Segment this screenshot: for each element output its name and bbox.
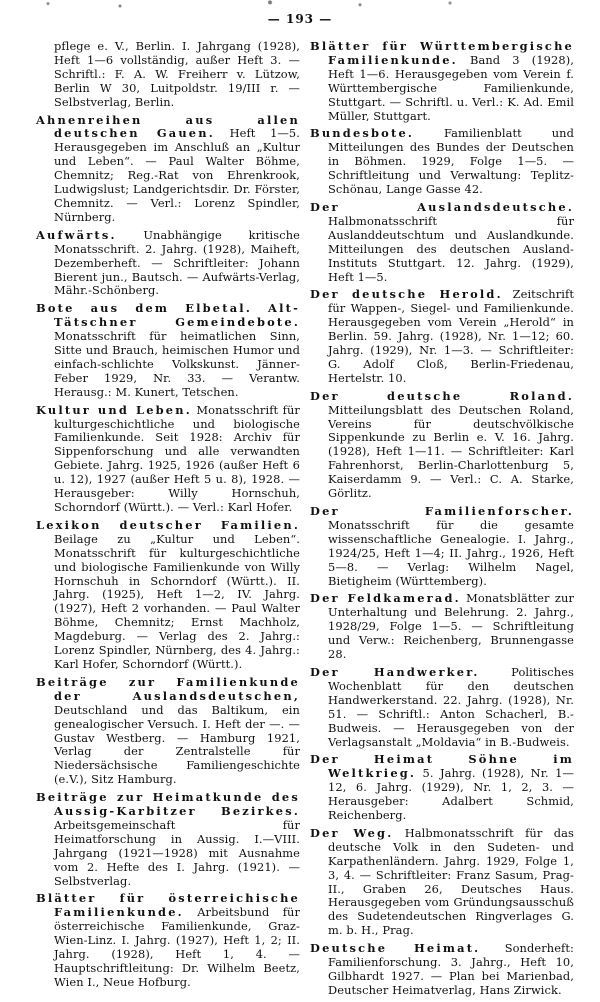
bibliography-entry: Der Heimat Söhne im Weltkrieg. 5. Jahrg. (1928), Nr. 1—12, 6. Jahrg. (1929), Nr. 1, 2, 3. — Herausgeber: Adalbert Schmid, Reichenberg. <box>310 752 574 823</box>
bibliography-entry: Beiträge zur Familienkunde der Auslandsdeutschen, Deutschland und das Baltikum, ein genealogischer Versuch. I. Heft der —. — Gustav Westberg. — Hamburg 1921, Verlag der Zentralstelle für Niedersächsische Familiengeschichte (e.V.), Sitz Hamburg. <box>36 674 300 787</box>
bibliography-entry: Der Weg. Halbmonatsschrift für das deutsche Volk in den Sudeten- und Karpathenländern. Jahrg. 1929, Folge 1, 3, 4. — Schriftleiter: Franz Sasum, Prag-II., Graben 26, Deutsches Haus. Herausgegeben vom Gründungsausschuß des Sudetendeutschen Ringverlages G. m. b. H., Prag. <box>310 825 574 938</box>
bibliography-entry: Blätter für österreichische Familienkunde. Arbeitsbund für österreichische Familienkunde, Graz-Wien-Linz. I. Jahrg. (1927), Heft 1, 2; II. Jahrg. (1928), Heft 1, 4. — Hauptschriftleitung: Dr. Wilhelm Beetz, Wien I., Neue Hofburg. <box>36 891 300 989</box>
entry-headword: Lexikon deutscher Familien. <box>36 517 300 532</box>
entry-headword: Der Auslandsdeutsche. <box>310 199 574 214</box>
bibliography-entry: Blätter für Württembergische Familienkunde. Band 3 (1928), Heft 1—6. Herausgegeben vom Verein f. Württembergische Familienkunde, Stuttgart. — Schriftl. u. Verl.: K. Ad. Emil Müller, Stuttgart. <box>310 39 574 123</box>
entry-headword: Bote aus dem Elbetal. Alt-Tätschner Gemeindebote. <box>36 301 300 330</box>
bibliography-entry: Aufwärts. Unabhängige kritische Monatsschrift. 2. Jahrg. (1928), Maiheft, Dezemberheft. — Schriftleiter: Johann Bierent jun., Bautsch. — Aufwärts-Verlag, Mähr.-Schönberg. <box>36 227 300 298</box>
bibliography-entry: Lexikon deutscher Familien. Beilage zu „Kultur und Leben“. Monatsschrift für kulturgeschichtliche und biologische Familienkunde von Willy Hornschuh in Schorndorf (Württ.). II. Jahrg. (1925), Heft 1—2, IV. Jahrg. (1927), Heft 2 vorhanden. — Paul Walter Böhme, Chemnitz; Ernst Machholz, Magdeburg. — Verlag des 2. Jahrg.: Lorenz Spindler, Nürnberg, des 4. Jahrg.: Karl Hofer, Schorndorf (Württ.). <box>36 517 300 671</box>
page-number: — 193 — <box>267 12 333 26</box>
entry-headword: Der deutsche Herold. <box>310 287 503 302</box>
bibliography-entry: Ahnenreihen aus allen deutschen Gauen. Heft 1—5. Herausgegeben im Anschluß an „Kultur und Leben“. — Paul Walter Böhme, Chemnitz; Reg.-Rat von Ehrenkrook, Ludwigslust; Landgerichtsdir. Dr. Förster, Chemnitz. — Verl.: Lorenz Spindler, Nürnberg. <box>36 112 300 224</box>
entry-headword: Der Familienforscher. <box>310 504 574 518</box>
entry-headword: Blätter für österreichische Familienkunde. <box>36 891 300 920</box>
entry-headword: Blätter für Württembergische Familienkunde. <box>310 39 574 67</box>
entry-headword: Beiträge zur Familienkunde der Auslandsdeutschen, <box>36 674 300 703</box>
bibliography-entry: Beiträge zur Heimatkunde des Aussig-Karbitzer Bezirkes. Arbeitsgemeinschaft für Heimatforschung in Aussig. I.—VIII. Jahrgang (1921—1928) mit Ausnahme vom 2. Hefte des I. Jahrg. (1921). — Selbstverlag. <box>36 790 300 888</box>
bibliography-entry: Der Familienforscher. Monatsschrift für die gesamte wissenschaftliche Genealogie. I. Jahrg., 1924/25, Heft 1—4; II. Jahrg., 1926, Heft 5—8. — Verlag: Wilhelm Nagel, Bietigheim (Württemberg). <box>310 504 574 588</box>
bibliography-entry: Der Handwerker. Politisches Wochenblatt für den deutschen Handwerkerstand. 22. Jahrg. (1928), Nr. 51. — Schriftl.: Anton Schacherl, B.-Budweis. — Herausgegeben von der Verlagsanstalt „Moldavia“ in B.-Budweis. <box>310 664 574 749</box>
entry-headword: Deutsche Heimat. <box>310 941 481 956</box>
bibliography-entry: Bundesbote. Familienblatt und Mitteilungen des Bundes der Deutschen in Böhmen. 1929, Folge 1—5. — Schriftleitung und Verwaltung: Teplitz-Schönau, Lange Gasse 42. <box>310 126 574 197</box>
entry-headword: Aufwärts. <box>36 227 117 242</box>
entry-headword: Bundesbote. <box>310 126 415 141</box>
bibliography-entry: Kultur und Leben. Monatsschrift für kulturgeschichtliche und biologische Familienkunde. Seit 1928: Archiv für Sippenforschung und alle verwandten Gebiete. Jahrg. 1925, 1926 (außer Heft 6 u. 12), 1927 (außer Heft 5 u. 8), 1928. — Herausgeber: Willy Hornschuh, Schorndorf (Württ.). — Verl.: Karl Hofer. <box>36 402 300 514</box>
entry-headword: Ahnenreihen aus allen deutschen Gauen. <box>36 112 300 141</box>
entry-headword: Der Heimat Söhne im Weltkrieg. <box>310 752 574 781</box>
bibliography-entry: Der Feldkamerad. Monatsblätter zur Unterhaltung und Belehrung. 2. Jahrg., 1928/29, Folge 1—5. — Schriftleitung und Verw.: Reichenberg, Brunnengasse 28. <box>310 591 574 662</box>
bibliography-entry: pflege e. V., Berlin. I. Jahrgang (1928), Heft 1—6 vollständig, außer Heft 3. — Schriftl.: F. A. W. Freiherr v. Lützow, Berlin W 30, Luitpoldstr. 19/III r. — Selbstverlag, Berlin. <box>54 39 300 109</box>
bibliography-entry: Der Auslandsdeutsche. Halbmonatsschrift für Auslanddeutschtum und Auslandkunde. Mitteilungen des deutschen Ausland-Instituts Stuttgart. 12. Jahrg. (1929), Heft 1—5. <box>310 199 574 284</box>
entry-headword: Der Weg. <box>310 825 394 840</box>
bibliography-entry: Deutsche Heimat. Sonderheft: Familienforschung. 3. Jahrg., Heft 10, Gilbhardt 1927. — Plan bei Marienbad, Deutscher Heimatverlag, Hans Zirwick. <box>310 941 574 997</box>
right-column <box>310 40 574 1002</box>
entry-headword: Kultur und Leben. <box>36 402 192 417</box>
entry-headword: Der Handwerker. <box>310 664 480 679</box>
bibliography-entry: Der deutsche Roland. Mitteilungsblatt des Deutschen Roland, Vereins für deutschvölkische Sippenkunde zu Berlin e. V. 16. Jahrg. (1928), Heft 1—11. — Schriftleiter: Karl Fahrenhorst, Berlin-Charlottenburg 5, Kaiserdamm 9. — Verl.: C. A. Starke, Görlitz. <box>310 388 574 501</box>
scan-noise <box>0 0 600 12</box>
entry-headword: Beiträge zur Heimatkunde des Aussig-Karbitzer Bezirkes. <box>36 790 300 819</box>
entry-headword: Der deutsche Roland. <box>310 388 574 403</box>
bibliography-entry: Der deutsche Herold. Zeitschrift für Wappen-, Siegel- und Familienkunde. Herausgegeben vom Verein „Herold“ in Berlin. 59. Jahrg. (1928), Nr. 1—12; 60. Jahrg. (1929), Nr. 1—3. — Schriftleiter: G. Adolf Cloß, Berlin-Friedenau, Hertelstr. 10. <box>310 287 575 385</box>
left-column <box>36 40 300 994</box>
bibliography-entry: Bote aus dem Elbetal. Alt-Tätschner Gemeindebote. Monatsschrift für heimatlichen Sinn, Sitte und Brauch, heimischen Humor und einfach-schlichte Volkskunst. Jänner-Feber 1929, Nr. 33. — Verantw. Herausg.: M. Kunert, Tetschen. <box>36 301 300 399</box>
entry-headword: Der Feldkamerad. <box>310 591 461 606</box>
